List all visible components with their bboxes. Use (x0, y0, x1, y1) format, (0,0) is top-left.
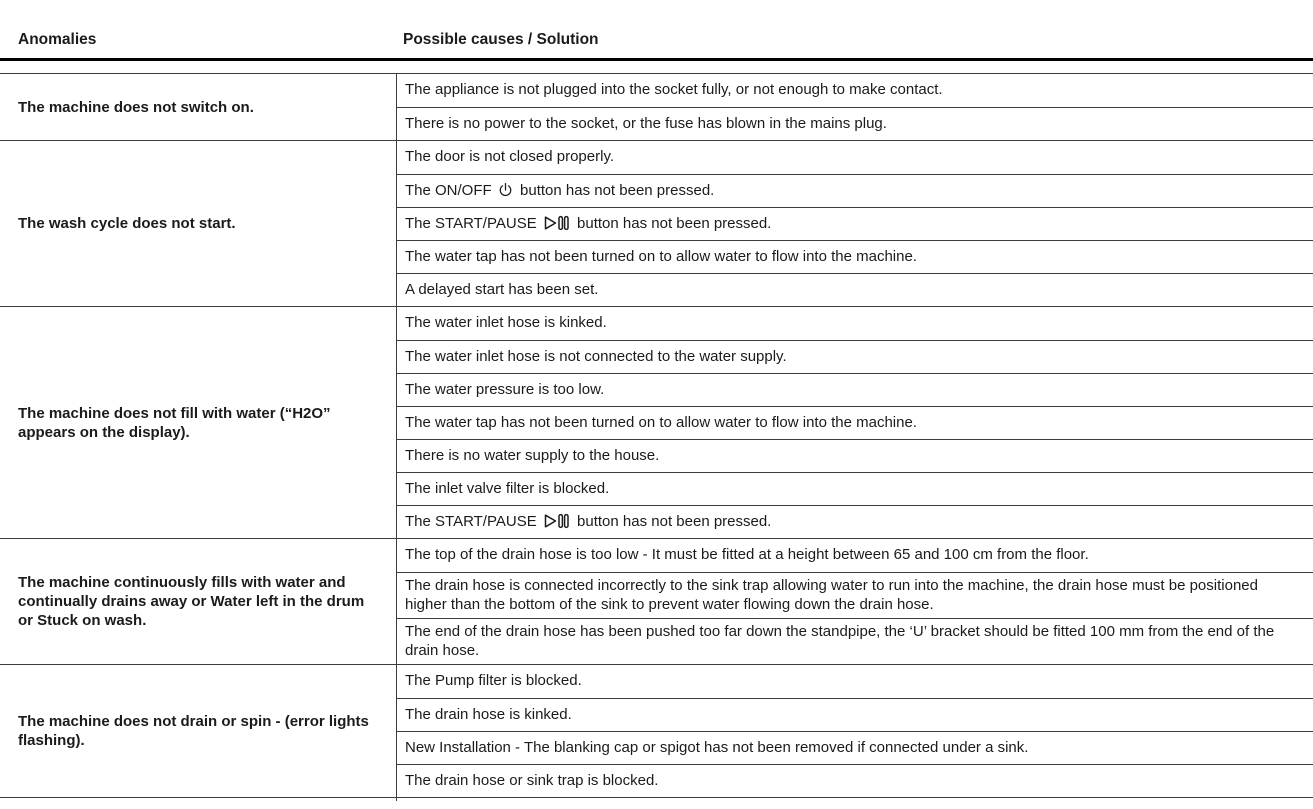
cause-cell (397, 505, 1313, 538)
anomaly-cell (0, 74, 396, 140)
cause-text-pre: The inlet valve filter is blocked. (405, 479, 610, 497)
cause-text (405, 414, 917, 433)
cause-text-pre: The START/PAUSE (405, 214, 541, 232)
table-row (0, 306, 1313, 538)
cause-cell (397, 141, 1313, 174)
cause-text (405, 248, 917, 267)
cause-text-pre: The START/PAUSE (405, 512, 541, 530)
anomaly-text: The machine does not switch on. (18, 98, 254, 116)
cause-text-pre: The appliance is not plugged into the socket fully, or not enough to make contact. (405, 81, 943, 99)
table-row-partial (0, 797, 1313, 801)
cause-cell (397, 340, 1313, 373)
anomaly-text: The wash cycle does not start. (18, 215, 236, 232)
cause-text-pre: The water tap has not been turned on to allow water to flow into the machine. (405, 413, 917, 431)
cause-text-pre: There is no power to the socket, or the fuse has blown in the mains plug. (405, 114, 887, 132)
cause-text-pre: The water inlet hose is kinked. (405, 314, 607, 332)
cause-text-pre: The water tap has not been turned on to allow water to flow into the machine. (405, 247, 917, 265)
anomaly-text: The machine continuously fills with water and continually drains away or Water left in the drum or Stuck on wash. (18, 574, 365, 629)
cause-cell (397, 307, 1313, 340)
cause-text-post: button has not been pressed. (515, 181, 715, 199)
cause-cell (397, 107, 1313, 140)
cause-cell (397, 572, 1313, 618)
anomaly-cell (0, 798, 396, 801)
causes-column (396, 539, 1313, 664)
cause-text-pre: The drain hose is kinked. (405, 705, 572, 723)
power-icon (498, 182, 513, 201)
cause-text-pre: The water inlet hose is not connected to the water supply. (405, 347, 787, 365)
anomalies-column-header: Anomalies (18, 31, 97, 48)
table-row (0, 73, 1313, 140)
cause-text-pre: The top of the drain hose is too low - It must be fitted at a height between 65 and 100 cm from the floor. (405, 546, 1089, 564)
cause-cell (397, 74, 1313, 107)
cause-text (405, 447, 659, 466)
cause-cell (397, 373, 1313, 406)
cause-text-pre: The door is not closed properly. (405, 148, 614, 166)
cause-text-pre: The drain hose or sink trap is blocked. (405, 771, 659, 789)
cause-text (405, 480, 609, 499)
causes-column (396, 74, 1313, 140)
cause-cell (397, 240, 1313, 273)
cause-text (405, 148, 614, 167)
cause-text-post: button has not been pressed. (572, 512, 772, 530)
table-header (0, 0, 1313, 61)
cause-text (405, 577, 1303, 614)
cause-text (405, 115, 887, 134)
causes-column (396, 665, 1313, 797)
cause-cell (397, 698, 1313, 731)
cause-cell (397, 539, 1313, 572)
cause-text (405, 623, 1303, 660)
cause-text-pre: The Pump filter is blocked. (405, 672, 582, 690)
cause-cell (397, 439, 1313, 472)
cause-text-pre: A delayed start has been set. (405, 280, 599, 298)
cause-cell (397, 273, 1313, 306)
cause-cell (397, 764, 1313, 797)
table-row (0, 538, 1313, 664)
cause-cell (397, 207, 1313, 240)
cause-text (405, 348, 787, 367)
cause-text-pre: New Installation - The blanking cap or spigot has not been removed if connected under a sink. (405, 738, 1029, 756)
cause-text (405, 215, 771, 234)
cause-text (405, 314, 607, 333)
anomaly-cell (0, 665, 396, 797)
cause-text-pre: The end of the drain hose has been pushed too far down the standpipe, the ‘U’ bracket should be fitted 100 mm from the end of the drain hose. (405, 623, 1275, 659)
cause-text-pre: The water pressure is too low. (405, 380, 605, 398)
anomaly-cell (0, 539, 396, 664)
cause-text (405, 706, 572, 725)
cause-cell (397, 406, 1313, 439)
start-pause-icon (543, 215, 570, 234)
cause-text (405, 739, 1028, 758)
table-row (0, 140, 1313, 306)
cause-text-post: button has not been pressed. (572, 214, 772, 232)
causes-column (396, 141, 1313, 306)
cause-text (405, 381, 604, 400)
causes-column-header: Possible causes / Solution (403, 31, 599, 48)
cause-text (405, 546, 1089, 565)
cause-text (405, 672, 582, 691)
cause-cell (397, 665, 1313, 698)
table-row (0, 664, 1313, 797)
cause-text (405, 513, 771, 532)
anomaly-text: The machine does not fill with water (“H2O” appears on the display). (18, 404, 331, 441)
cause-cell (397, 618, 1313, 664)
cause-text-pre: There is no water supply to the house. (405, 446, 660, 464)
cause-cell (397, 174, 1313, 207)
cause-text (405, 281, 598, 300)
cause-cell (397, 472, 1313, 505)
start-pause-icon (543, 513, 570, 532)
causes-column (396, 798, 1313, 801)
cause-text (405, 772, 658, 791)
cause-cell (397, 731, 1313, 764)
troubleshooting-table (0, 73, 1313, 801)
cause-text-pre: The ON/OFF (405, 181, 496, 199)
anomaly-text: The machine does not drain or spin - (error lights flashing). (18, 713, 369, 749)
cause-text-pre: The drain hose is connected incorrectly to the sink trap allowing water to run into the machine, the drain hose must be positioned higher than the bottom of the sink to prevent water flowing down the drain hose. (405, 577, 1258, 613)
anomaly-cell (0, 307, 396, 538)
anomaly-cell (0, 141, 396, 306)
cause-text (405, 182, 714, 201)
causes-column (396, 307, 1313, 538)
cause-text (405, 81, 943, 100)
